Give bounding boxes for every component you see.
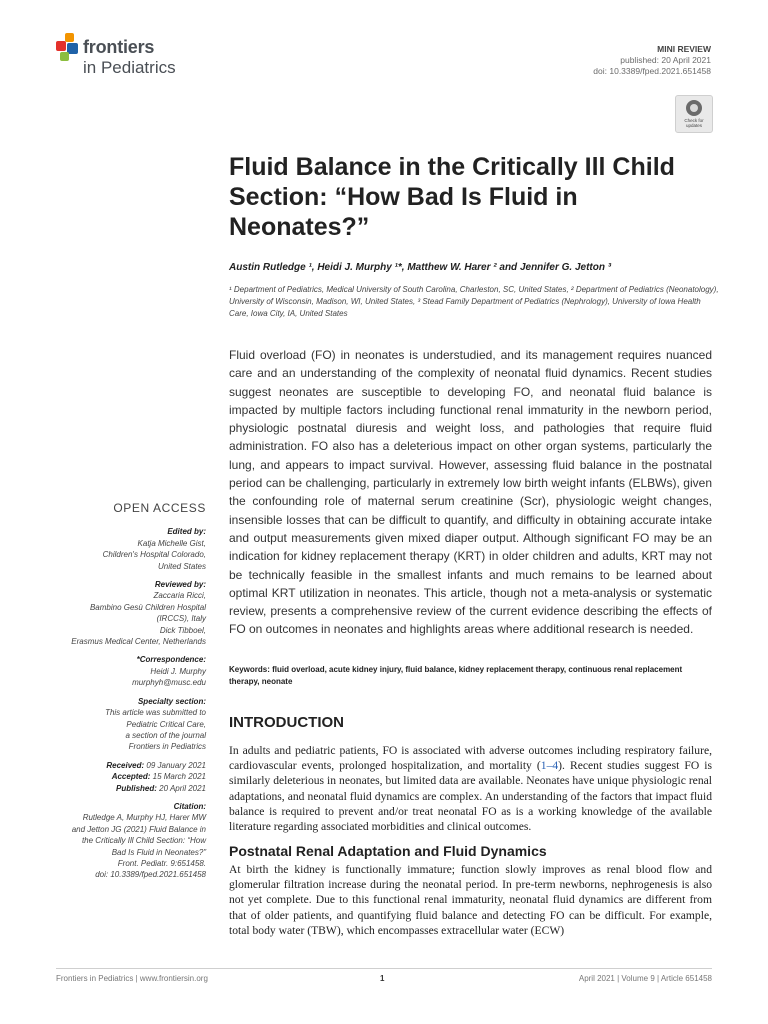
specialty-section: This article was submitted to Pediatric Critical Care, a section of the journal Frontiers in Pediatrics — [105, 708, 206, 752]
article-meta — [593, 44, 711, 77]
citation-label: Citation: — [173, 801, 206, 811]
dates — [36, 760, 206, 794]
accepted-date: 15 March 2021 — [152, 772, 206, 782]
citation-text: Rutledge A, Murphy HJ, Harer MW and Jetton JG (2021) Fluid Balance in the Critically Ill Child Section: “How Bad Is Fluid in Neonates?” Front. Pediatr. 9:651458. doi: 10.3389/fped.2021.651458 — [71, 813, 206, 880]
correspondence-label: *Correspondence: — [136, 655, 206, 665]
intro-paragraph — [229, 743, 712, 834]
doi-link[interactable]: doi: 10.3389/fped.2021.651458 — [593, 66, 711, 76]
article-title: Fluid Balance in the Critically Ill Child Section: “How Bad Is Fluid in Neonates?” — [229, 153, 675, 241]
received-label: Received: — [106, 760, 145, 770]
intro-text-end: ). Recent studies suggest FO is similarly deleterious in neonates, but limited data are available. Neonates have unique physiologic renal adaptations, and neonatal fluid dynamics are complex. An understanding of the factors that impact fluid balance is required to prevent and/or treat neonatal FO as is a working knowledge of the available literature regarding associated morbidities and clinical outcomes. — [229, 759, 712, 834]
page-number: 1 — [380, 974, 385, 983]
updates-label: Check for updates — [684, 118, 704, 128]
article-sidebar — [36, 503, 206, 881]
reviewed-by-label: Reviewed by: — [154, 580, 206, 590]
update-icon — [686, 100, 702, 116]
author-list: Austin Rutledge ¹, Heidi J. Murphy ¹*, Matthew W. Harer ² and Jennifer G. Jetton ³ — [229, 262, 612, 273]
keywords — [229, 664, 712, 688]
logo-frontiers-text: frontiers — [83, 37, 155, 57]
accepted-label: Accepted: — [111, 772, 151, 782]
edited-by: Katja Michelle Gist, Children's Hospital Colorado, United States — [102, 538, 206, 571]
reviewed-by: Zaccaria Ricci, Bambino Gesù Children Hospital (IRCCS), Italy Dick Tibboel, Erasmus Medical Center, Netherlands — [71, 591, 206, 647]
subsection-heading: Postnatal Renal Adaptation and Fluid Dynamics — [229, 843, 547, 859]
affiliations: ¹ Department of Pediatrics, Medical University of South Carolina, Charleston, SC, United States, ² Department of Pediatrics (Neonatology), University of Wisconsin, Madison, WI, United States, ³ Stead Family Department of Pediatrics (Nephrology), University of Iowa Health Care, Iowa City, IA, United States — [229, 285, 719, 318]
edited-by-label: Edited by: — [167, 527, 206, 537]
intro-text-start: In adults and pediatric patients, FO is associated with adverse outcomes including respiratory failure, cardiovascular events, prolonged hospitalization, and mortality ( — [229, 744, 712, 773]
footer-issue-info: April 2021 | Volume 9 | Article 651458 — [578, 974, 712, 983]
abstract: Fluid overload (FO) in neonates is understudied, and its management requires nuanced care and an understanding of the complexity of neonatal fluid dynamics. Recent studies suggest neonates are susceptible to developing FO, and neonatal fluid balance is impacted by multiple factors including functional renal immaturity in the newborn period, physiologic postnatal diuresis and weight loss, and pathologies that require fluid administration. FO also has a deleterious impact on other organ systems, particularly the lung, and appears to impact survival. However, assessing fluid balance in the postnatal period can be challenging, particularly in extremely low birth weight infants (ELBWs), given the confounding role of maternal serum creatinine (Scr), physiologic weight changes, insensible losses that can be difficult to quantify, and difficulty in obtaining accurate intake and output measurements given mixed diaper output. Although significant FO may be an indication for kidney replacement therapy (KRT) in older children and adults, KRT may not be technically feasible in the smallest infants and much remains to be learned about optimal KRT utilization in neonates. This article, though not a meta-analysis or systematic review, presents a comprehensive review of the current evidence describing the effects of FO on outcomes in neonates and highlights areas where additional research is needed. — [229, 348, 712, 637]
received-date: 09 January 2021 — [146, 760, 206, 770]
open-access-label: OPEN ACCESS — [113, 501, 206, 515]
frontiers-logo-icon — [56, 33, 80, 63]
correspondence[interactable]: Heidi J. Murphy murphyh@musc.edu — [132, 666, 206, 688]
logo-journal-text: in Pediatrics — [83, 58, 176, 77]
footer-divider — [56, 968, 712, 969]
keywords-list: fluid overload, acute kidney injury, fluid balance, kidney replacement therapy, continuous renal replacement therapy, neonate — [229, 665, 683, 686]
specialty-section-label: Specialty section: — [137, 696, 206, 706]
published-date-sidebar: 20 April 2021 — [159, 783, 206, 793]
check-for-updates-button[interactable] — [675, 95, 713, 133]
citation-link[interactable]: 1–4 — [540, 759, 559, 773]
keywords-label: Keywords: — [229, 665, 270, 674]
published-label: Published: — [116, 783, 157, 793]
article-type: MINI REVIEW — [657, 44, 711, 54]
subsection-paragraph: At birth the kidney is functionally immature; function slowly improves as renal blood flow and glomerular filtration increase during the neonatal period. In pre-term newborns, nephrogenesis is also not yet complete. Due to this functional renal immaturity, neonatal fluid dynamics are different from that of older patients, and quantifying fluid balance and detecting FO can be difficult. For example, total body water (TBW), which encompasses extracellular water (ECW) — [229, 863, 712, 937]
published-date: published: 20 April 2021 — [620, 55, 711, 65]
journal-logo — [56, 33, 236, 83]
footer-journal-link[interactable]: Frontiers in Pediatrics | www.frontiersin.org — [56, 974, 208, 983]
section-heading-introduction: INTRODUCTION — [229, 714, 344, 731]
